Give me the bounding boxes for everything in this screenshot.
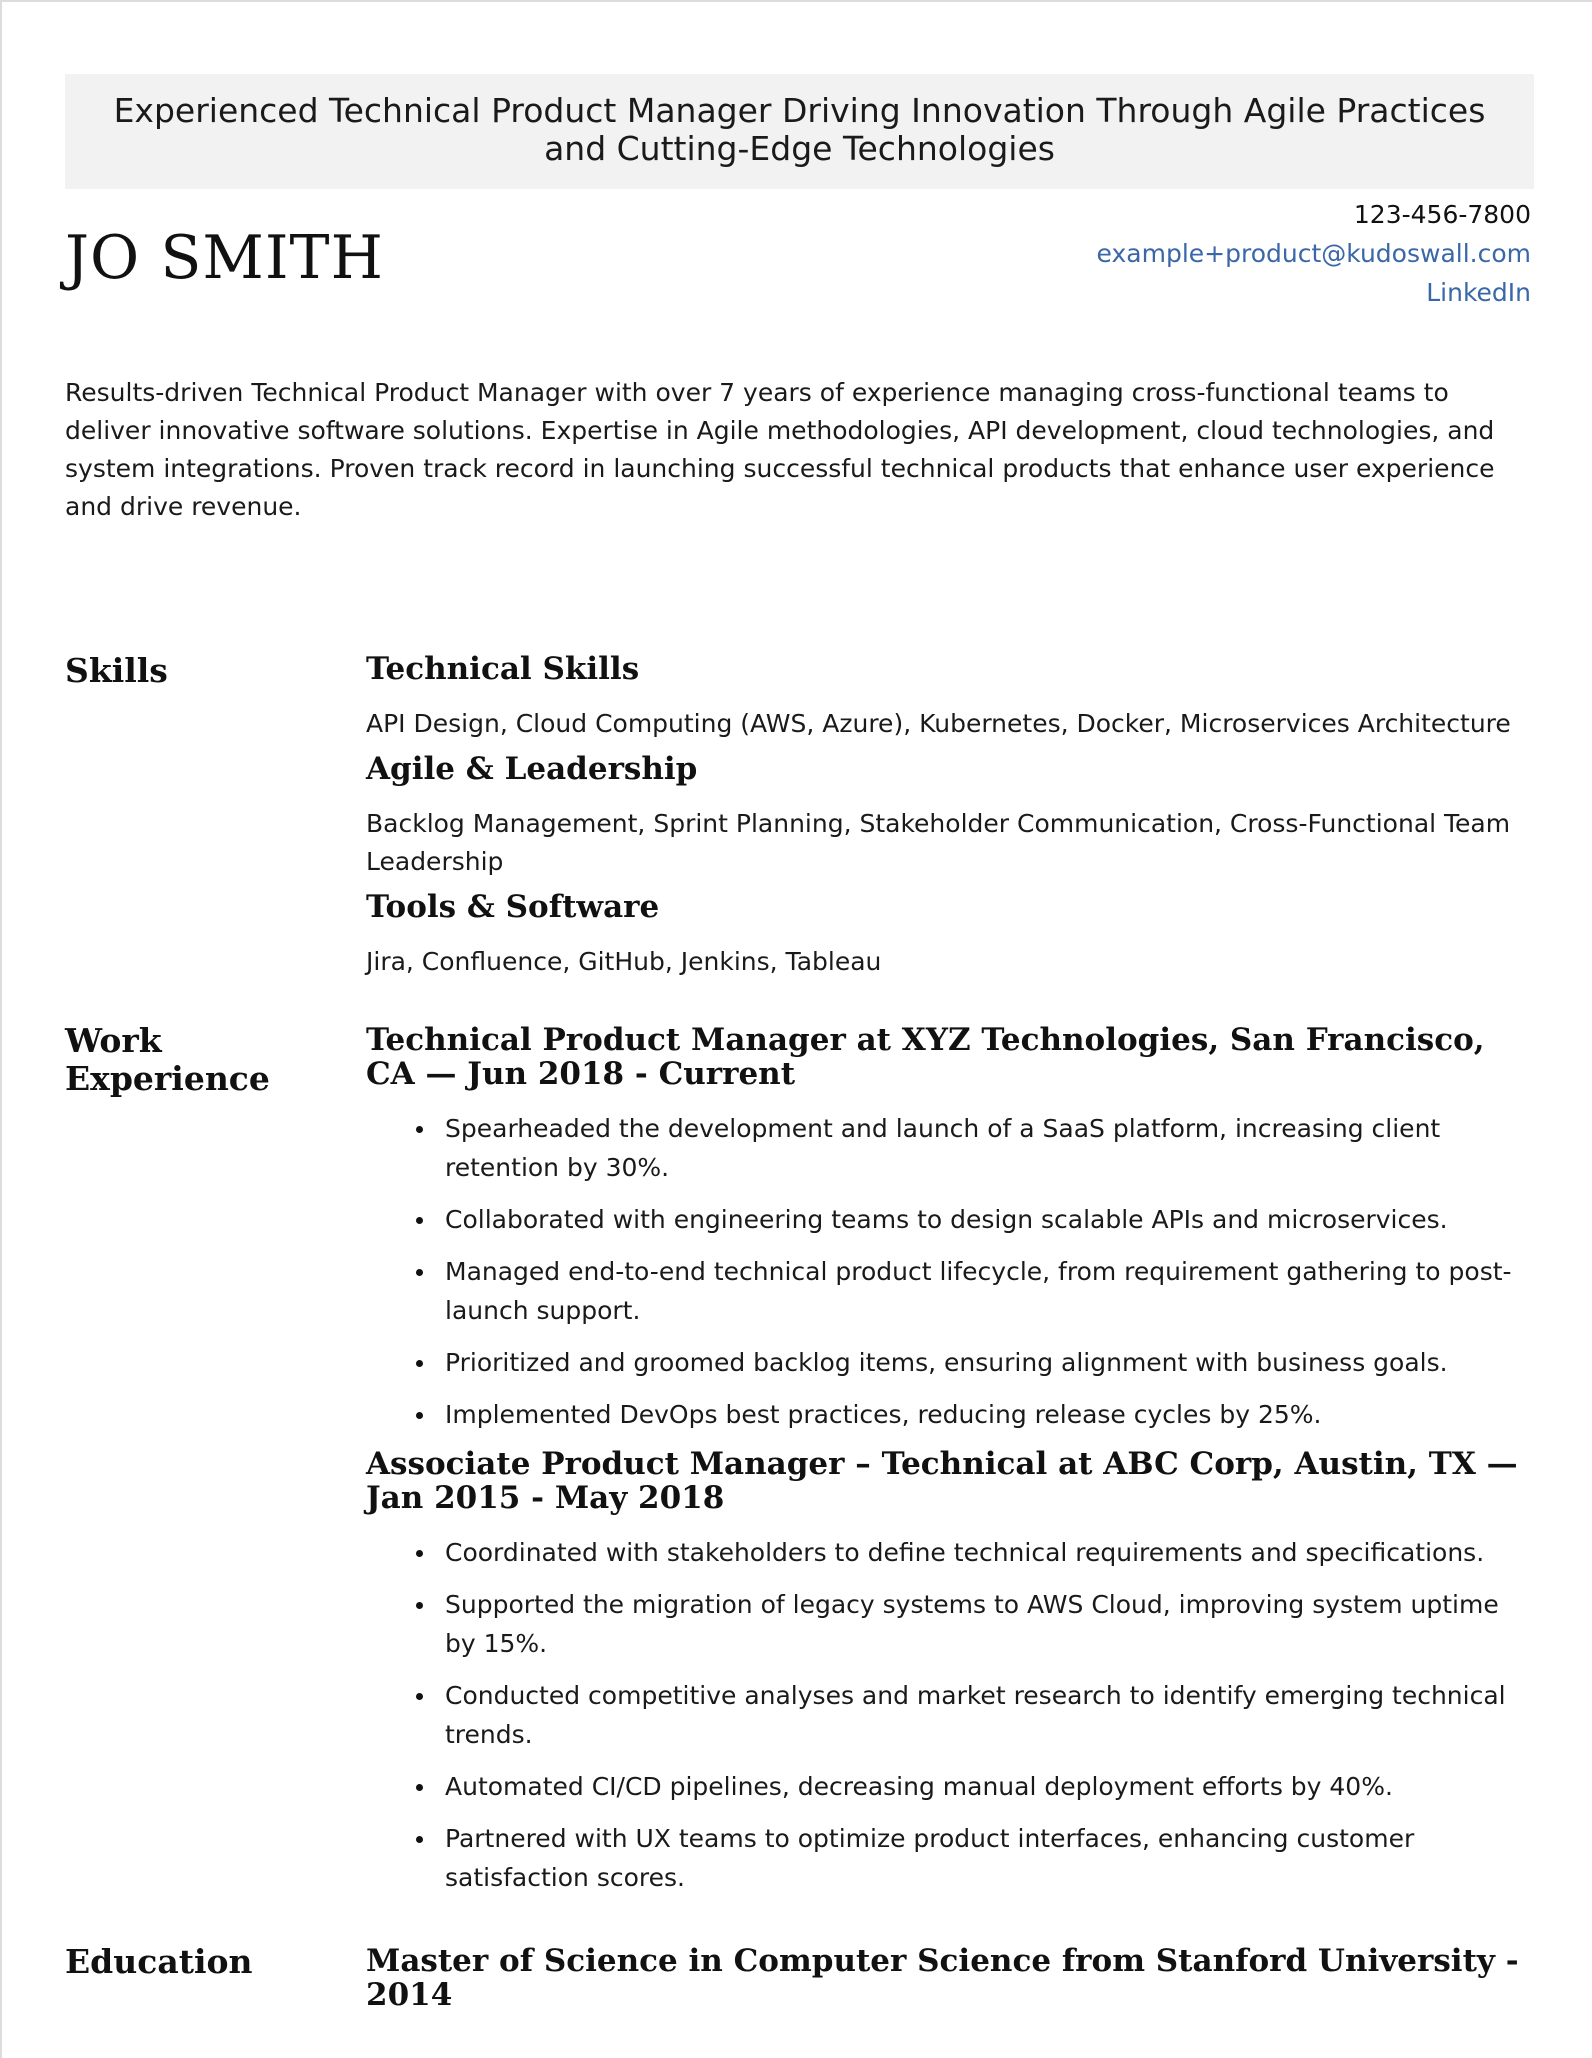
- list-item: Implemented DevOps best practices, reducing release cycles by 25%.: [366, 1395, 1534, 1434]
- list-item: Partnered with UX teams to optimize product interfaces, enhancing customer satisfaction scores.: [366, 1819, 1534, 1897]
- list-item: Automated CI/CD pipelines, decreasing manual deployment efforts by 40%.: [366, 1767, 1534, 1806]
- job-bullets: [366, 1109, 1534, 1434]
- list-item: Collaborated with engineering teams to design scalable APIs and microservices.: [366, 1200, 1534, 1239]
- phone-number: 123-456-7800: [1353, 200, 1531, 229]
- skill-group-text: Jira, Confluence, GitHub, Jenkins, Tableau: [366, 947, 882, 976]
- contact-block: [1097, 195, 1531, 312]
- skill-group-title: Technical Skills: [366, 651, 640, 687]
- work-experience-section: [366, 1023, 1534, 1910]
- list-item: Conducted competitive analyses and market research to identify emerging technical trends.: [366, 1676, 1534, 1754]
- list-item: Managed end-to-end technical product lifecycle, from requirement gathering to post-launch support.: [366, 1252, 1534, 1330]
- skill-group-text: Backlog Management, Sprint Planning, Stakeholder Communication, Cross-Functional Team Leadership: [366, 809, 1511, 876]
- list-item: Coordinated with stakeholders to define technical requirements and specifications.: [366, 1533, 1534, 1572]
- job-bullets: [366, 1533, 1534, 1897]
- skill-group-title: Tools & Software: [366, 889, 660, 925]
- list-item: Supported the migration of legacy systems to AWS Cloud, improving system uptime by 15%.: [366, 1585, 1534, 1663]
- email-link[interactable]: example+product@kudoswall.com: [1096, 239, 1531, 268]
- degree-title: Master of Science in Computer Science from Stanford University - 2014: [366, 1943, 1519, 2013]
- section-label-work-experience: Work Experience: [65, 1021, 270, 1098]
- skill-group-title: Agile & Leadership: [366, 751, 698, 787]
- skill-group-text: API Design, Cloud Computing (AWS, Azure), Kubernetes, Docker, Microservices Architecture: [366, 709, 1511, 738]
- list-item: Prioritized and groomed backlog items, ensuring alignment with business goals.: [366, 1343, 1534, 1382]
- job-title: Technical Product Manager at XYZ Technologies, San Francisco, CA — Jun 2018 - Current: [366, 1022, 1485, 1092]
- resume-headline: Experienced Technical Product Manager Driving Innovation Through Agile Practices and Cutting-Edge Technologies: [65, 74, 1534, 189]
- candidate-name: JO SMITH: [65, 223, 384, 293]
- list-item: Spearheaded the development and launch of a SaaS platform, increasing client retention by 30%.: [366, 1109, 1534, 1187]
- section-label-education: Education: [65, 1942, 253, 1981]
- linkedin-link[interactable]: LinkedIn: [1426, 278, 1531, 307]
- section-label-skills: Skills: [65, 651, 168, 690]
- job-title: Associate Product Manager – Technical at ABC Corp, Austin, TX — Jan 2015 - May 2018: [366, 1446, 1518, 1516]
- skills-section: [366, 652, 1534, 981]
- professional-summary: Results-driven Technical Product Manager with over 7 years of experience managing cross-functional teams to deliver innovative software solutions. Expertise in Agile methodologies, API development, cloud technologies, and system integrations. Proven track record in launching successful technical products that enhance user experience and drive revenue.: [65, 378, 1495, 521]
- education-section: [366, 1944, 1534, 2012]
